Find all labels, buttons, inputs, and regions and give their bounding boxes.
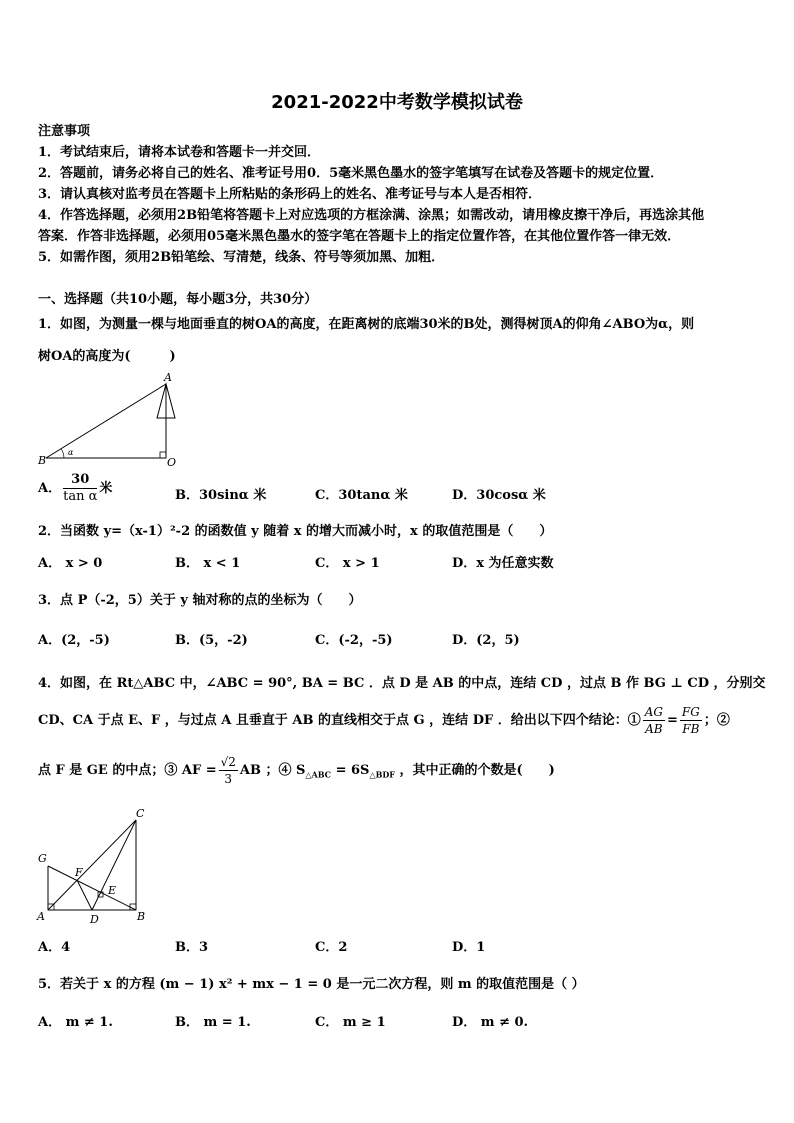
notice-item-2: 2．答题前，请务必将自己的姓名、准考证号用0．5毫米黑色墨水的签字笔填写在试卷及答题卡的规定位置． <box>38 166 664 181</box>
q4-frac3-num: √2 <box>220 755 236 769</box>
q5-stem: 5．若关于 x 的方程 (m − 1) x² + mx − 1 = 0 是一元二次方程，则 m 的取值范围是（ ） <box>38 977 585 992</box>
q1-option-a <box>38 472 112 505</box>
q1-stem-cont: 树OA的高度为( ) <box>38 349 176 364</box>
q2-option-d: D．x 为任意实数 <box>452 556 554 571</box>
notice-item-3: 3．请认真核对监考员在答题卡上所粘贴的条形码上的姓名、准考证号与本人是否相符． <box>38 187 542 202</box>
q4-sub-abc: △ABC <box>305 769 332 780</box>
q4-stem-line2 <box>38 704 730 737</box>
q4-label-d: D <box>90 913 99 926</box>
q4-label-c: C <box>136 807 145 820</box>
q4-option-d: D．1 <box>452 940 486 955</box>
q1-option-c: C．30tanα 米 <box>315 488 408 503</box>
q4-frac2-den: FB <box>682 722 700 736</box>
q4-line3-text: 点 F 是 GE 的中点；③ AF = <box>38 763 217 778</box>
exam-title: 2021-2022中考数学模拟试卷 <box>271 92 523 113</box>
q4-line3-mid: AB ；④ S <box>239 763 306 778</box>
q1-option-b: B．30sinα 米 <box>175 488 267 503</box>
q4-label-b: B <box>137 910 146 923</box>
q4-line2-end: ；② <box>703 713 730 728</box>
q4-stem: 4．如图，在 Rt△ABC 中，∠ABC = 90°, BA = BC ．点 D 是 AB 的中点，连结 CD ，过点 B 作 BG ⊥ CD ，分别交 <box>38 676 766 691</box>
q4-option-b: B．3 <box>175 940 209 955</box>
notice-item-4-cont: 答案．作答非选择题，必须用05毫米黑色墨水的签字笔在答题卡上的指定位置作答，在其他位置作答一律无效． <box>38 229 681 244</box>
q3-option-c: C．(-2，-5) <box>315 633 393 648</box>
q4-frac1-den: AB <box>645 722 663 736</box>
q1-option-d: D．30cosα 米 <box>452 488 546 503</box>
q1-label-o: O <box>167 456 177 469</box>
notice-item-4: 4．作答选择题，必须用2B铅笔将答题卡上对应选项的方框涂满、涂黑；如需改动，请用橡皮擦干净后，再选涂其他 <box>38 208 705 223</box>
q4-frac3-den: 3 <box>224 772 233 786</box>
q3-option-b: B．(5，-2) <box>175 633 248 648</box>
q3-option-a: A．(2，-5) <box>38 633 110 648</box>
q5-option-b: B． m = 1. <box>175 1015 251 1030</box>
q3-option-d: D．(2，5) <box>452 633 520 648</box>
q2-stem: 2．当函数 y=（x-1）²-2 的函数值 y 随着 x 的增大而减小时，x 的取值范围是（ ） <box>38 524 553 539</box>
notice-item-1: 1．考试结束后，请将本试卷和答题卡一并交回． <box>38 145 321 160</box>
q4-line2-text: CD、CA 于点 E、F ，与过点 A 且垂直于 AB 的直线相交于点 G ，连结 DF ．给出以下四个结论：① <box>38 713 641 728</box>
q2-option-b: B． x < 1 <box>175 556 241 571</box>
q1-frac-num: 30 <box>63 472 97 489</box>
q4-stem-line3 <box>38 754 555 787</box>
q4-label-a: A <box>37 910 45 923</box>
q1-stem: 1．如图，为测量一棵与地面垂直的树OA的高度，在距离树的底端30米的B处，测得树顶A的仰角∠ABO为α，则 <box>38 317 695 332</box>
q5-option-c: C． m ≥ 1 <box>315 1015 386 1030</box>
q2-option-c: C． x > 1 <box>315 556 380 571</box>
q4-frac-sqrt2-3 <box>219 754 238 787</box>
q1-frac-den: tan α <box>63 489 98 504</box>
q1-option-a-unit: 米 <box>99 481 113 496</box>
q4-frac-ag-ab <box>643 704 665 737</box>
q5-option-a: A． m ≠ 1. <box>38 1015 113 1030</box>
q1-label-alpha: α <box>68 448 74 457</box>
q1-option-a-prefix: A． <box>38 481 62 496</box>
q4-frac1-num: AG <box>644 705 664 719</box>
q4-option-a: A．4 <box>38 940 71 955</box>
q1-label-a: A <box>164 371 172 384</box>
q1-option-a-fraction <box>63 472 97 505</box>
q4-option-c: C．2 <box>315 940 348 955</box>
q4-frac-fg-fb <box>680 704 702 737</box>
q4-label-e: E <box>108 884 117 897</box>
q4-figure <box>36 806 156 926</box>
q2-option-a: A． x > 0 <box>38 556 103 571</box>
notice-item-5: 5．如需作图，须用2B铅笔绘、写清楚，线条、符号等须加黑、加粗． <box>38 250 445 265</box>
q4-line3-end: ，其中正确的个数是( ) <box>394 763 555 778</box>
section-heading: 一、选择题（共10小题，每小题3分，共30分） <box>38 292 318 307</box>
q4-label-g: G <box>38 852 47 865</box>
notice-heading: 注意事项 <box>38 124 91 139</box>
q5-option-d: D． m ≠ 0. <box>452 1015 529 1030</box>
q4-line3-eq: = 6S <box>331 763 370 778</box>
q1-figure <box>38 372 188 468</box>
q4-frac2-num: FG <box>681 705 700 719</box>
q3-stem: 3．点 P（-2，5）关于 y 轴对称的点的坐标为（ ） <box>38 593 362 608</box>
q4-equals: = <box>667 713 678 728</box>
q4-sub-bdf: △BDF <box>369 769 395 780</box>
q4-label-f: F <box>75 866 83 879</box>
q1-label-b: B <box>38 454 47 467</box>
